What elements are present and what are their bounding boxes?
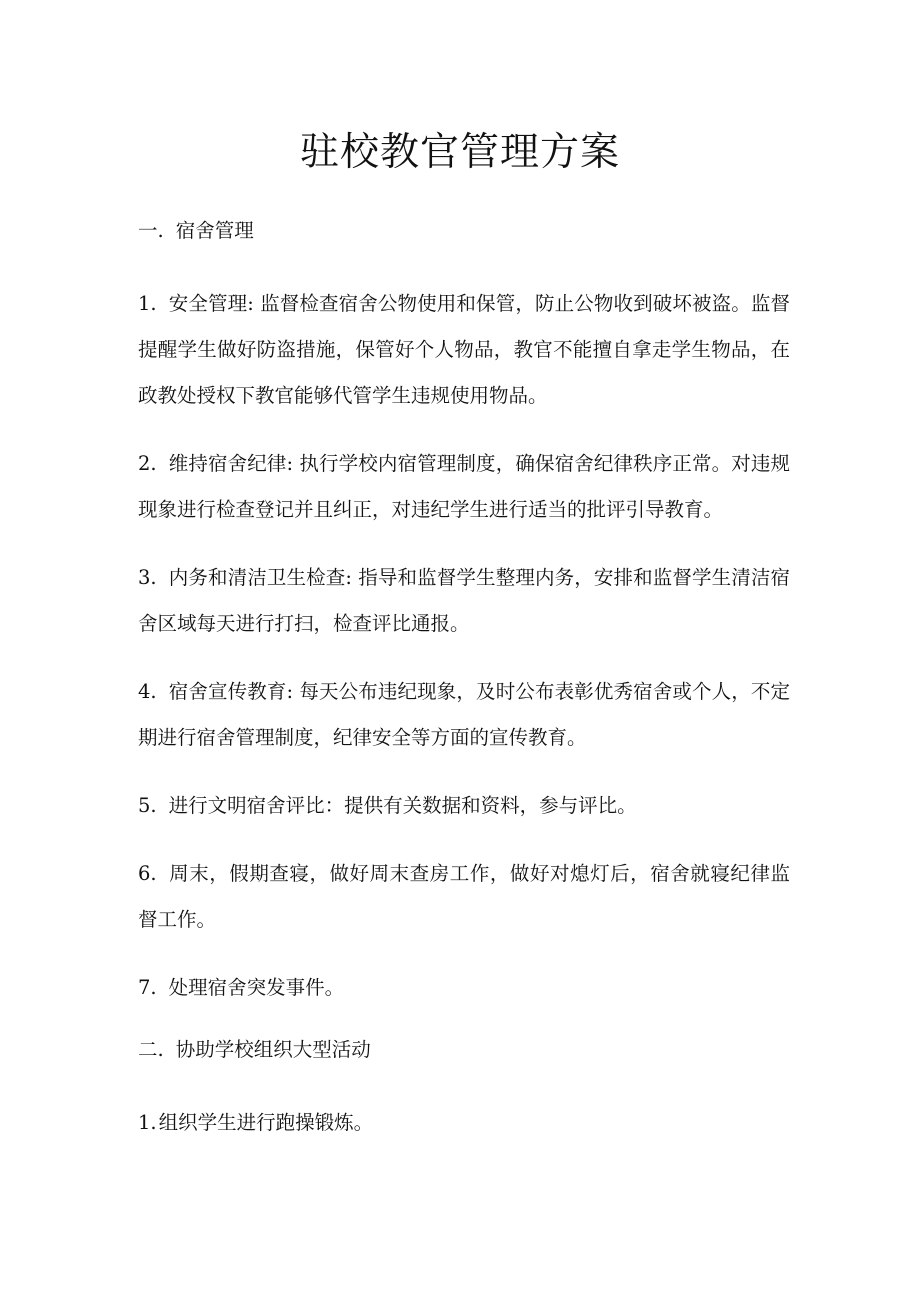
section-number: 二. [138, 1038, 164, 1061]
item-text: 宿舍宣传教育: 每天公布违纪现象，及时公布表彰优秀宿舍或个人，不定期进行宿舍管理制度，纪律安全等方面的宣传教育。 [138, 680, 790, 749]
item-number: 3. [138, 566, 157, 589]
document-title: 驻校教官管理方案 [299, 130, 620, 175]
list-item [138, 555, 790, 647]
item-text: 进行文明宿舍评比：提供有关数据和资料，参与评比。 [168, 794, 637, 817]
document-body [138, 214, 790, 1168]
item-number: 7. [138, 976, 157, 999]
item-text: 处理宿舍突发事件。 [168, 976, 345, 999]
section-heading-1 [138, 214, 790, 248]
item-number: 1. [138, 1111, 157, 1134]
item-number: 5. [138, 794, 157, 817]
list-item [138, 669, 790, 761]
list-item [138, 1100, 790, 1146]
item-text: 维持宿舍纪律: 执行学校内宿管理制度，确保宿舍纪律秩序正常。对违规现象进行检查登记并且纠正，对违纪学生进行适当的批评引导教育。 [138, 452, 790, 521]
item-text: 组织学生进行跑操锻炼。 [158, 1111, 374, 1134]
item-text: 内务和清洁卫生检查: 指导和监督学生整理内务，安排和监督学生清洁宿舍区域每天进行打扫，检查评比通报。 [138, 566, 790, 635]
list-item [138, 965, 790, 1011]
item-text: 周末，假期查寝，做好周末查房工作，做好对熄灯后，宿舍就寝纪律监督工作。 [138, 862, 790, 931]
section-heading-text: 宿舍管理 [175, 219, 254, 242]
item-text: 安全管理: 监督检查宿舍公物使用和保管，防止公物收到破坏被盗。监督提醒学生做好防盗措施，保管好个人物品，教官不能擅自拿走学生物品，在政教处授权下教官能够代管学生违规使用物品。 [138, 292, 790, 407]
section-heading-2 [138, 1033, 790, 1067]
list-item [138, 783, 790, 829]
section-heading-text: 协助学校组织大型活动 [175, 1038, 371, 1061]
list-item [138, 851, 790, 943]
list-item [138, 441, 790, 533]
item-number: 2. [138, 452, 157, 475]
item-number: 6. [138, 862, 157, 885]
list-item [138, 281, 790, 419]
section-number: 一. [138, 219, 164, 242]
item-number: 1. [138, 292, 157, 315]
item-number: 4. [138, 680, 157, 703]
